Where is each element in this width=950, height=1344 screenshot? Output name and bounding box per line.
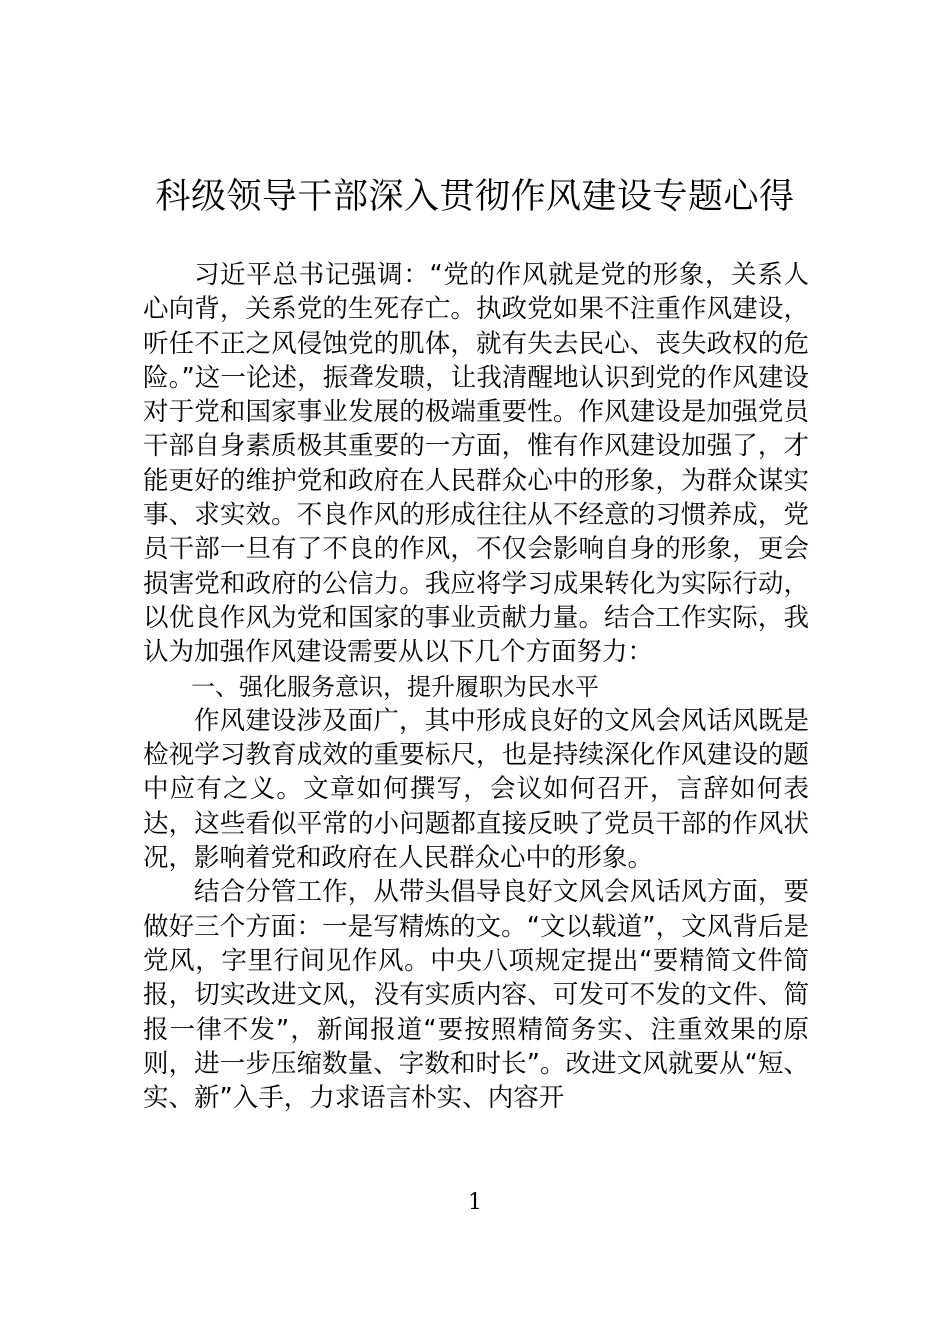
- document-body: [143, 258, 809, 1115]
- section-heading-1: 一、强化服务意识，提升履职为民水平: [191, 672, 599, 701]
- paragraph-section-1-detail: 结合分管工作，从带头倡导良好文风会风话风方面，要做好三个方面：一是写精炼的文。“文以载道”，文风背后是党风，字里行间见作风。中央八项规定提出“要精简文件简报，切实改进文风，没有实质内容、可发可不发的文件、简报一律不发”，新闻报道“要按照精简务实、注重效果的原则，进一步压缩数量、字数和时长”。改进文风就要从“短、实、新”入手，力求语言朴实、内容开: [143, 877, 809, 1114]
- document-title: 科级领导干部深入贯彻作风建设专题心得: [155, 177, 795, 217]
- page-number: 1: [468, 1190, 482, 1215]
- paragraph-section-1: 作风建设涉及面广，其中形成良好的文风会风话风既是检视学习教育成效的重要标尺，也是持续深化作风建设的题中应有之义。文章如何撰写，会议如何召开，言辞如何表达，这些看似平常的小问题都直接反映了党员干部的作风状况，影响着党和政府在人民群众心中的形象。: [143, 705, 809, 874]
- paragraph-intro: 习近平总书记强调：“党的作风就是党的形象，关系人心向背，关系党的生死存亡。执政党如果不注重作风建设，听任不正之风侵蚀党的肌体，就有失去民心、丧失政权的危险。”这一论述，振聋发聩，让我清醒地认识到党的作风建设对于党和国家事业发展的极端重要性。作风建设是加强党员干部自身素质极其重要的一方面，惟有作风建设加强了，才能更好的维护党和政府在人民群众心中的形象，为群众谋实事、求实效。不良作风的形成往往从不经意的习惯养成，党员干部一旦有了不良的作风，不仅会影响自身的形象，更会损害党和政府的公信力。我应将学习成果转化为实际行动，以优良作风为党和国家的事业贡献力量。结合工作实际，我认为加强作风建设需要从以下几个方面努力：: [143, 260, 809, 668]
